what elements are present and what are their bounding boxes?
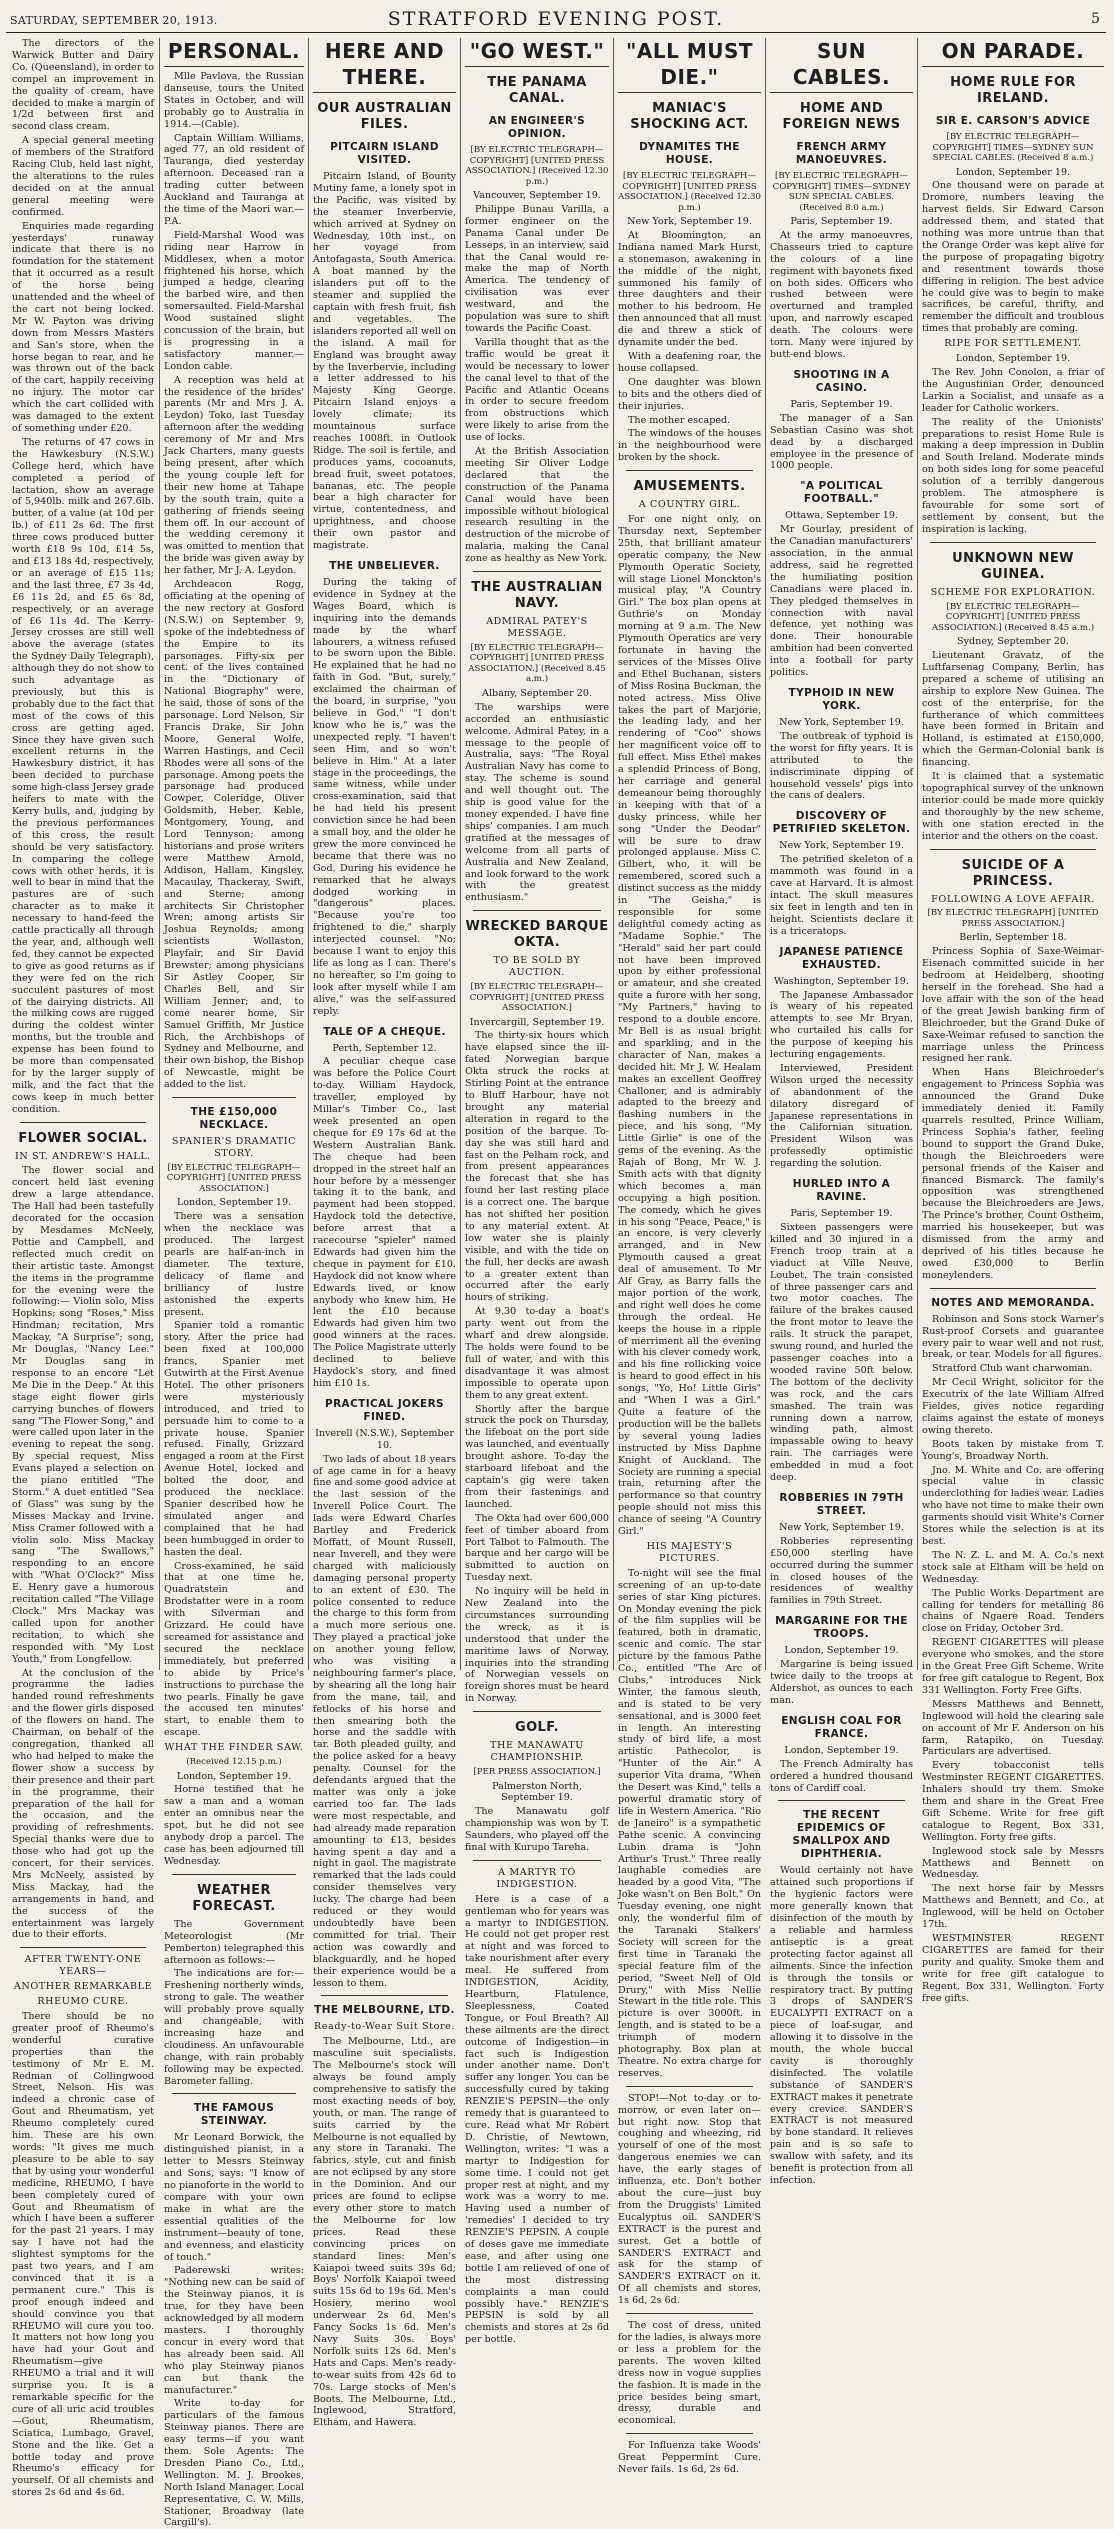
- headline-panama-canal: THE PANAMA CANAL.: [487, 75, 587, 106]
- subheadline: AN ENGINEER'S OPINION.: [488, 115, 586, 140]
- subheadline: IN ST. ANDREW'S HALL.: [15, 1150, 151, 1162]
- subheadline: FOLLOWING A LOVE AFFAIR.: [931, 893, 1095, 905]
- page-number: 5: [1091, 11, 1100, 27]
- news-paragraph: The manager of a San Sebastian Casino was shot dead by a discharged employee in the presence of 1000 people.: [770, 412, 913, 472]
- column-2: [160, 38, 308, 2529]
- news-paragraph: It is claimed that a systematic topographical survey of the unknown interior could be made more quickly and thoroughly by the new scheme, with one station erected in the interior and the others on the coast.: [922, 771, 1104, 842]
- news-paragraph: During the taking of evidence in Sydney at the Wages Board, which is inquiring into the demands made by the wharf labourers, a witness refused to be sworn upon the Bible. He explained that he had no faith in God. "But, surely," exclaimed the chairman of the board, in surprise, "you believe in God." "I don't know who he is," was the unexpected reply. "I haven't seen Him, and so won't believe in Him." At a later stage in the proceedings, the same witness, while under cross-examination, said that he had held his present conviction since he had been a small boy, and the older he grew the more convinced he became that there was no God. During his evidence he remarked that he always dodged working in "dangerous" places. "Because you're too frightened to die," sharply interjected counsel. "No; because I want to enjoy this life as long as I can. There's no hereafter, so I'm going to look after myself while I am alive," was the self-assured reply.: [313, 577, 456, 1017]
- section-rule: [930, 542, 1096, 543]
- wire-credit: [BY ELECTRIC TELEGRAPH—COPYRIGHT] [UNITED PRESS ASSOCIATION.] (Received 8.45 a.m.): [931, 601, 1095, 633]
- news-paragraph: Enquiries made regarding yesterdays' runaway indicate that there is no foundation for the statement that it occurred as a result of the horse being unattended and the wheel of the cart not being locked. Mr W. Payton was driving down from Messrs Masters and San's store, when the horse began to rear, and he was thrown out of the back of the cart, happily receiving no injury. The motor car which the cart collided with was damaged to the extent of something under £20.: [12, 220, 154, 434]
- headline-cheque: TALE OF A CHEQUE.: [323, 1025, 446, 1038]
- note-item: Every tobacconist tells Westminster REGENT CIGARETTES. Inhalers should try them. Smoke them and share in the Great Free Gift Scheme. Write for free gift catalogue to Regent, Box 331, Wellington. Forty free gifts.: [922, 1760, 1104, 1843]
- note-item: Inglewood stock sale by Messrs Matthews and Bennett on Wednesday.: [922, 1845, 1104, 1881]
- dateline: Vancouver, September 19.: [473, 190, 601, 201]
- dateline: Sydney, September 20.: [957, 636, 1069, 648]
- section-rule: [20, 1947, 146, 1948]
- section-rule: [473, 910, 601, 911]
- subheadline: SCHEME FOR EXPLORATION.: [930, 586, 1096, 598]
- dateline: Invercargill, September 19.: [469, 1016, 605, 1028]
- subheadline: Ready-to-Wear Suit Store.: [313, 2021, 456, 2033]
- news-paragraph: At Bloomington, an Indiana named Mark Hurst, a stonemason, awakening in the middle of the night, summoned his family of three daughters and their mother to his bedroom. He then announced that all must die and threw a stick of dynamite under the bed.: [618, 229, 762, 349]
- headline-australian-navy: THE AUSTRALIAN NAVY.: [471, 580, 603, 612]
- note-item: The Public Works Department are calling for tenders for metalling 86 chains of Ngaere Road. Tenders close on Friday, October 3rd.: [922, 1587, 1104, 1635]
- section-rule: [473, 1860, 601, 1861]
- section-rule: [20, 1122, 146, 1123]
- section-rule: [930, 849, 1096, 850]
- note-item: WESTMINSTER REGENT CIGARETTES are famed for their purity and quality. Smoke them and write for free gift catalogue to Regent, Box 331, Wellington. Forty free gifts.: [922, 1933, 1104, 2004]
- subheadline: DYNAMITES THE HOUSE.: [639, 141, 740, 166]
- news-paragraph: The flower social and concert held last evening drew a large attendance. The Hall had been tastefully decorated for the occasion by Mesdames McNeely, Pottie and Campbell, and reflected much credit on their artistic taste. Amongst the items in the programme for the evening were the following:— Violin solo, Miss Hopkins; song "Roses," Miss Hindman; recitation, Mrs Mackay, "A Surprise"; song, Mr Douglas, "Nancy Lee." Mr Douglas sang in response to an encore "Let Me Die in the Deep." At this stage eight flower girls carrying bunches of flowers sang "The Flower Song," and were called upon later in the evening to repeat the song. By special request, Miss Evans played a selection on the piano entitled "The Storm." A duet entitled "Sea of Glass" was sung by the Misses Mackay and Irvine. Miss Cramer followed with a violin solo. Miss Mackay sang "The Swallows," responding to an encore with "What O'Clock?" Miss E. Henry gave a humorous recitation called "The Village Clock." Mrs Mackay was called upon for another recitation, to which she responded with "My Lost Youth," from Longfellow.: [12, 1165, 154, 1665]
- column-3: [309, 38, 460, 2429]
- news-paragraph: A special general meeting of members of the Stratford Racing Club, held last night, the alterations to the rules decided on at the annual general meeting were confirmed.: [12, 135, 154, 218]
- news-paragraph: Field-Marshal Wood was riding near Harrow in Middlesex, when a motor frightened his horse, which jumped a hedge, clearing the barbed wire, and then somersaulted. Field-Marshal Wood sustained slight concussion of the brain, but is progressing in a satisfactory manner.—London cable.: [164, 229, 304, 372]
- note-item: Messrs Matthews and Bennett, Inglewood will hold the clearing sale on account of Mr F. Anderson on his farm, Ratapiko, on Tuesday. Particulars are advertised.: [922, 1698, 1104, 1758]
- news-paragraph: The Rev. John Conolon, a friar of the Augustinian Order, denounced Larkin a Socialist, and unsafe as a leader for Catholic workers.: [922, 367, 1104, 414]
- column-7: [918, 38, 1108, 2004]
- headline-robberies: ROBBERIES IN 79TH STREET.: [779, 1491, 904, 1517]
- note-item: REGENT CIGARETTES will please everyone who smokes, and the store in the Great Free Gift Scheme. Write for free gift catalogue to Regent, Box 331 Wellington. Forty Free Gifts.: [922, 1637, 1104, 1696]
- news-paragraph: At the conclusion of the programme the ladies handed round refreshments and the flower girls disposed of the flowers on hand. The Chairman, on behalf of the congregation, thanked all who had helped to make the flower show a success by their presence and their part in the programme, their preparation of the hall for the occasion, and the providing of refreshments. Special thanks were due to those who had got up the concert, for their services. Mrs McNeely, assisted by Miss Mackay, had the arrangements in hand, and the success of the entertainment was largely due to their efforts.: [12, 1667, 154, 1941]
- section-rule: [626, 2433, 753, 2434]
- advert-text: Mr Leonard Borwick, the distinguished pianist, in a letter to Messrs Steinway and Sons, says: "I know of no pianoforte in the world to compare with your own make in what are the essential qualities of the instrument—beauty of tone, and evenness, and elasticity of touch.": [164, 2132, 304, 2263]
- news-paragraph: For one night only, on Thursday next, September 25th, that brilliant amateur operatic company, the New Plymouth Operatic Society, will stage Lionel Monckton's musical play, "A Country Girl." The box plan opens at Guthrie's on Monday morning at 9 a.m. The New Plymouth Operatics are very fortunate in having the services of the Misses Olive and Ethel Buchanan, sisters of Miss Rosina Buckman, the noted actress. Miss Olive takes the part of Marjorie, the leading lady, and her rendering of "Coo" shows her magnificent voice off to full effect. Miss Ethel makes a splendid Princess of Bong, her carriage and general demeanour being thoroughly in keeping with that of a dusky princess, while her song "Under the Deodar" will be sure to draw prolonged applause. Miss C. Gilbert, who, it will be remembered, scored such a distinct success as the middy in "The Geisha," is responsible for some delightful comedy acting as "Madame Sophie." The "Herald" said her part could not have been improved upon by either professional or amateur, and she created quite a furore with her song, "My Partners," having to respond to a double encore. Mr Bell is as usual bright and sparkling, and in the character of Nan, makes a decided hit. Mr J. W. Healam makes an excellent Geoffrey Challoner, and is admirably adapted to the breezy and flashing numbers in the piece, and his song, "My Little Girlie" is one of the gems of the evening. As the Rajah of Bong, Mr W. J. Smith acts with that dignity which becomes a man occupying a high position. The comedy, which he gives in his song "Peace, Peace," is an encore, is very cleverly arranged, and in New Plymouth caused a great deal of amusement. To Mr Alf Gray, as Barry falls the major portion of the work, and right well does he come through the ordeal. He keeps the house in a ripple of merriment all the evening with his clever comedy work, and his fine rollicking voice is heard to good effect in his songs, "Yo, Ho! Little Girls" and "When I was a Girl." Quite a feature of the production will be the ballets by several young ladies instructed by Miss Daphne Knight of Auckland. The Society are running a special train, returning after the performance so that country people should not miss this chance of seeing "A Country Girl.": [618, 514, 761, 1538]
- news-paragraph: One daughter was blown to bits and the others died of their injuries.: [618, 376, 761, 412]
- wire-credit: (Received 12.15 p.m.): [186, 1757, 282, 1768]
- news-paragraph: The mother escaped.: [628, 414, 731, 426]
- dateline: London, September 19.: [955, 353, 1071, 365]
- dateline: New York, September 19.: [779, 1521, 904, 1533]
- headline-barque-okta: WRECKED BARQUE OKTA.: [465, 919, 609, 951]
- headline-amusements: AMUSEMENTS.: [633, 479, 746, 495]
- news-paragraph: The windows of the houses in the neighbourhood were broken by the shock.: [618, 428, 761, 464]
- wire-credit: [BY ELECTRIC TELEGRAPH—COPYRIGHT] [UNITED PRESS ASSOCIATION.] (Received 12.30 p.m.): [465, 145, 609, 187]
- subheadline: SIR E. CARSON'S ADVICE: [935, 115, 1091, 127]
- dateline: Paris, September 19.: [790, 216, 893, 227]
- advert-headline: THE RECENT EPIDEMICS OF SMALLPOX AND DIPHTHERIA.: [792, 1809, 891, 1861]
- note-item: Boots taken by mistake from T. Young's, Broadway North.: [922, 1438, 1104, 1462]
- news-paragraph: Archdeacon Rogg, officiating at the opening of the new rectory at Gosford (N.S.W.) on September 9, spoke of the indebtedness of the Empire to its parsonages. Fifty-six per cent. of the lives contained in the "Dictionary of National Biography" were, he said, those of sons of the parsonage. Lord Nelson, Sir Francis Drake, Sir John Moore, General Wolfe, Warren Hastings, and Cecil Rhodes were all sons of the parsonage. Among poets the parsonage had produced Cowper, Coleridge, Oliver Goldsmith, Heber, Keble, Montgomery, Young, and Lord Tennyson; among historians and prose writers were Matthew Arnold, Addison, Hallam, Kingsley, Macaulay, Thackeray, Swift, and Sterne; among architects Sir Christopher Wren; among artists Sir Joshua Reynolds; among scientists Wollaston, Playfair, and Sir David Brewster; among physicians Sir Astley Cooper, Sir Charles Bell, and Sir William Jenner; and, to come nearer home, Sir Samuel Griffith, Mr Justice Rich, the Archbishops of Sydney and Melbourne, and their own bishop, the Bishop of Newcastle, might be added to the list.: [164, 579, 304, 1091]
- section-rule: [778, 1800, 905, 1801]
- news-paragraph: At the British Association meeting Sir Oliver Lodge declared that the construction of the Panama Canal would have been impossible without biological research resulting in the destruction of the microbe of malaria, making the Canal zone as healthy as New York.: [465, 446, 609, 565]
- section-rule: [473, 1711, 601, 1712]
- news-paragraph: Interviewed, President Wilson urged the necessity of abandonment of the dilatory disregard of Japanese representations in the Californian situation. President Wilson was professedly optimistic regarding the solution.: [770, 1062, 913, 1170]
- note-item: Stratford Club want charwoman.: [932, 1363, 1093, 1375]
- column-6: [766, 38, 917, 2186]
- section-title-personal: PERSONAL.: [164, 38, 304, 67]
- headline-army: FRENCH ARMY MANOEUVRES.: [795, 141, 888, 166]
- news-paragraph: Spanier told a romantic story. After the price had been fixed at 100,000 francs, Spanier met Gutwirth at the First Avenue Hotel. The other prisoners were mysteriously introduced, and tried to persuade him to come to a private house. Spanier refused. Finally, Grizzard engaged a room at the First Avenue Hotel, locked and bolted the door, and produced the necklace. Spanier described how he simulated anger and complained that he had been humbugged in order to hasten the deal.: [164, 1320, 304, 1558]
- section-rule: [172, 1874, 296, 1875]
- note-item: Robinson and Sons stock Warner's Rust-proof Corsets and guarantee every pair to wear well and not rust, break, or tear. Models for all figures.: [922, 1313, 1104, 1361]
- dateline: Ottawa, September 19.: [784, 510, 899, 522]
- section-rule: [321, 1995, 448, 1996]
- news-paragraph: The directors of the Warwick Butter and Dairy Co. (Queensland), in order to compel an improvement in the quality of cream, have decided to make a margin of 1/2d between first and second class cream.: [12, 38, 154, 133]
- section-title-on-parade: ON PARADE.: [922, 38, 1104, 67]
- headline-home-rule: HOME RULE FOR IRELAND.: [950, 75, 1076, 106]
- dateline: London, September 19.: [784, 1744, 899, 1756]
- headline-princess: SUICIDE OF A PRINCESS.: [961, 857, 1065, 889]
- dateline: Paris, September 19.: [790, 1208, 893, 1220]
- dateline: Inverell (N.S.W.), September 10.: [315, 1427, 454, 1451]
- headline-pitcairn: PITCAIRN ISLAND VISITED.: [330, 141, 439, 166]
- note-item: The N. Z. L. and M. A. Co.'s next stock sale at Eltham will be held on Wednesday.: [922, 1549, 1104, 1585]
- advert-headline: A MARTYR TO INDIGESTION.: [496, 1866, 578, 1890]
- subheadline: WHAT THE FINDER SAW.: [164, 1742, 304, 1754]
- headline-home-foreign: HOME AND FOREIGN NEWS: [782, 101, 901, 132]
- news-paragraph: Captain William Williams, aged 77, an old resident of Tauranga, died yesterday afternoon. Deceased ran a trading cutter between Auckland and Tauranga at the time of the Maori war.—P.A.: [164, 132, 304, 227]
- news-paragraph: The Manawatu golf championship was won by T. Saunders, who played off the final with Kurupo Tareha.: [465, 1806, 609, 1854]
- wire-credit: [BY ELECTRIC TELEGRAPH—COPYRIGHT] [UNITED PRESS ASSOCIATION.]: [469, 982, 605, 1014]
- advert-text: Would certainly not have attained such proportions if the hygienic factors were more generally known that disinfection of the mouth by a reliable and harmless antiseptic is a great protecting factor against all ailments. Since the infection is through the tonsils or respiratory tract. By putting 3 drops of SANDER'S EUCALYPTI EXTRACT on a piece of loaf-sugar, and allowing it to dissolve in the mouth, the whole buccal cavity is thoroughly disinfected. The volatile substance of SANDER'S EXTRACT makes it penetrate every crevice. SANDER'S EXTRACT is not measured by bone standard. It relieves pain and is so safe to swallow with safety, and its benefit is protection from all infection.: [770, 1865, 913, 2186]
- news-paragraph: The outbreak of typhoid is the worst for fifty years. It is attributed to the indiscriminate dipping of household vessels' pigs into the cans of dealers.: [770, 730, 913, 802]
- headline-new-guinea: UNKNOWN NEW GUINEA.: [952, 550, 1074, 582]
- advert-headline: AFTER TWENTY-ONE YEARS—: [24, 1954, 142, 1978]
- news-paragraph: Shortly after the barque struck the pock on Thursday, the lifeboat on the port side was launched, and eventually brought ashore. To-day the starboard lifeboat and the captain's gig were taken from their fastenings and launched.: [465, 1403, 609, 1510]
- advert-text: There should be no greater proof of Rheumo's wonderful curative properties than the testimony of Mr E. M. Redman of Collingwood Street, Nelson. His was indeed a chronic case of Gout and Rheumatism, yet Rheumo completely cured him. These are his own words: "It gives me much pleasure to be able to say that by using your wonderful medicine, RHEUMO, I have been completely cured of Gout and Rheumatism of which I have been a sufferer for the past 21 years. I may say I have not had the slightest symptoms for the past two years, and I am convinced that it is a permanent cure." This is proof enough indeed and should convince you that RHEUMO will cure you too. It matters not how long you have had your Gout and Rheumatism—give RHEUMO a trial and it will surprise you. It is a remarkable specific for the cure of all uric acid troubles—Gout, Rheumatism, Sciatica, Lumbago, Gravel, Stone and the like. Get a bottle today and prove Rheumo's efficacy for yourself. Of all chemists and stores 2s 6d and 4s 6d.: [12, 2011, 154, 2499]
- news-paragraph: The reality of the Unionists' preparations to resist Home Rule is making a deep impression in Dublin and South Ireland. Moderate minds on both sides long for some peaceful solution of a terribly dangerous problem. The atmosphere is favourable for some sort of settlement by consent, but the inspiration is lacking.: [922, 416, 1104, 535]
- news-paragraph: Philippe Bunau Varilla, a former engineer on the Panama Canal under De Lesseps, in an interview, said that the Canal would re-make the map of North America. The tendency of civilisation was ever westward, and the population was sure to shift towards the Pacific Coast.: [465, 203, 609, 334]
- section-rule: [172, 2093, 296, 2094]
- news-paragraph: Mlle Pavlova, the Russian danseuse, tours the United States in October, and will probably go to Australia in 1914.—(Cable).: [164, 71, 304, 130]
- note-item: The next horse fair by Messrs Matthews and Bennett, and Co., at Inglewood, will be held on October 17th.: [922, 1883, 1104, 1931]
- dateline: London, September 19.: [784, 1645, 899, 1657]
- news-paragraph: The petrified skeleton of a mammoth was found in a cave at Harvard. It is almost intact. The skull measures six feet in length and ten in height. Scientists declare it is a triceratops.: [770, 854, 913, 937]
- section-rule: [626, 2313, 753, 2314]
- headline-patience: JAPANESE PATIENCE EXHAUSTED.: [779, 945, 904, 971]
- dateline: New York, September 19.: [779, 840, 904, 852]
- headline-football: "A POLITICAL FOOTBALL.": [800, 480, 883, 506]
- wire-credit: [BY ELECTRIC TELEGRAPH—COPYRIGHT] [UNITED PRESS ASSOCIATION.]: [166, 1162, 302, 1194]
- dateline: New York, September 19.: [779, 717, 904, 728]
- news-paragraph: Princess Sophia of Saxe-Weimar-Eisenach committed suicide in her bedroom at Heidelberg, shooting herself in the forehead. She had a love affair with the son of the head of the great Jewish banking firm of Bleichroeder, but the Grand Duke of Saxe-Weimar refused to sanction the marriage unless the Princess resigned her rank.: [922, 946, 1104, 1065]
- dateline: Perth, September 12.: [332, 1042, 437, 1054]
- wire-credit: [BY ELECTRIC TELEGRAPH] [UNITED PRESS ASSOCIATION.]: [927, 908, 1099, 929]
- dateline: London, September 19.: [176, 1197, 292, 1209]
- section-title-all-must-die: "ALL MUST DIE.": [618, 38, 761, 93]
- headline-casino: SHOOTING IN A CASINO.: [793, 368, 890, 394]
- news-paragraph: To-night will see the final screening of an up-to-date series of star King pictures. On Monday evening the pick of the film supplies will be featured, both in dramatic, scenic and comic. The star picture by the famous Pathe Co., entitled "The Arc of Clubs," introduces Nick Winter, the famous sleuth, and is stated to be very sensational, and is 3000 feet in length. An interesting study of bird life, a most artistic Pathecolor, is "Hunter of the Air." A superior Vita drama, "When the Desert was Kind," tells a powerful dramatic story of life in Western America. "Rio de Janeiro" is a sympathetic Pathe scenic. A convincing Lubin drama is "John Arthur's Trust." Three really laughable comedies are headed by a good Vita, "The Joke wasn't on Ben Bolt." On Tuesday evening, one night only, the wonderful film of the Taranaki Stalkers' Society will screen for the first time in Taranaki the special feature film of the period, "Sweet Nell of Old Drury," with Miss Nellie Stewart in the title role. This picture is over 3000ft. in length, and is stated to be a triumph of modern photography. Box plan at Theatre. No extra charge for reserves.: [618, 1567, 761, 2079]
- section-title-here-and-there: HERE AND THERE.: [313, 38, 456, 93]
- advert-text: The cost of dress, united for the ladies, is always more or less a problem for the parents. The woven kilted dress now in vogue supplies the fashion. It is made in the price besides being smart, dressy, durable and economical.: [618, 2320, 761, 2427]
- dateline: London, September 19.: [176, 1770, 292, 1782]
- news-paragraph: No inquiry will be held in New Zealand into the circumstances surrounding the wreck, as it is understood that under the maritime laws of Norway, inquiries into the stranding of Norwegian vessels on foreign shores must be heard in Norway.: [465, 1586, 609, 1705]
- advert-text: Here is a case of a gentleman who for years was a martyr to INDIGESTION. He could not get proper rest at night and was forced to take nourishment after every meal. He suffered from INDIGESTION, Acidity, Heartburn, Flatulence, Sleeplessness, Coated Tongue, or Foul Breath? All these ailments are the direct outcome of Indigestion—in fact such is Indigestion under another name. Don't suffer any longer. You can be successfully cured by taking RENZIE'S PEPSIN—the only remedy that is guaranteed to cure. Read what Mr Robert D. Christie, of Newtown, Wellington, writes: "I was a martyr to Indigestion for some time. I could not get proper rest at night, and my work was a worry to me. Having used a number of 'remedies' I decided to try RENZIE'S PEPSIN. A couple of doses gave me immediate ease, and after using one bottle I am relieved of one of the most distressing complaints a man could possibly have." RENZIE'S PEPSIN is sold by all chemists and stores at 2s 6d per bottle.: [465, 1893, 609, 2346]
- news-paragraph: At the army manoeuvres, Chasseurs tried to capture the colours of a line regiment with bayonets fixed on both sides. Officers who rushed between were overturned and trampled upon, and narrowly escaped death. The colours were torn. Many were injured by butt-end blows.: [770, 229, 913, 360]
- news-paragraph: The Japanese Ambassador is weary of his repeated attempts to see Mr Bryan, who curtailed his calls for the purpose of keeping his lecturing engagements.: [770, 989, 913, 1061]
- news-paragraph: Lieutenant Gravatz, of the Luftfarsenag Company, Berlin, has prepared a scheme of utilising an airship to explore New Guinea. The cost of the enterprise, for the furtherance of which committees have been formed in Britain and Holland, is estimated at £150,000, which the German-Colonial bank is financing.: [922, 650, 1104, 769]
- news-paragraph: Margarine is being issued twice daily to the troops at Aldershot, as ounces to each man.: [770, 1659, 913, 1706]
- headline-notes: NOTES AND MEMORANDA.: [931, 1296, 1095, 1309]
- dateline: Albany, September 20.: [481, 687, 592, 699]
- dateline: New York, September 19.: [627, 216, 752, 227]
- headline-steinway: THE FAMOUS STEINWAY.: [193, 2102, 275, 2128]
- news-paragraph: The Government Meteorologist (Mr Pemberton) telegraphed this afternoon as follows:—: [164, 1918, 304, 1966]
- subheadline: RIPE FOR SETTLEMENT.: [944, 338, 1082, 350]
- subheadline: HIS MAJESTY'S PICTURES.: [646, 1540, 733, 1564]
- advert-text: The Melbourne, Ltd., are masculine suit specialists. The Melbourne's stock will always be found amply comprehensive to satisfy the most exacting needs of boy, youth, or man. The range of suits carried by the Melbourne is not equalled by any store in Taranaki. The fabrics, style, cut and finish are not eclipsed by any store in the Dominion. And our prices are found to eclipse every other store to match the Melbourne for low prices. Read these convincing prices on standard lines: Men's Kaiapoi tweed suits 39s 6d; Boys' Norfolk Kaiapoi tweed suits 15s 6d to 19s 6d. Men's Hosiery, merino wool underwear 2s 6d. Men's Fancy Socks 1s 6d. Men's Navy Suits 30s. Boys' Norfolk suits 12s 6d. Men's Hats and Caps. Men's ready-to-wear suits from 42s 6d to 70s. Large stocks of Men's Boots. The Melbourne, Ltd., Inglewood, Stratford, Eltham, and Hawera.: [313, 2036, 456, 2429]
- headline-weather: WEATHER FORECAST.: [192, 1882, 276, 1914]
- headline-typhoid: TYPHOID IN NEW YORK.: [788, 687, 895, 712]
- newspaper-title: STRATFORD EVENING POST.: [387, 8, 725, 30]
- masthead: [6, 6, 1106, 33]
- news-paragraph: The warships were accorded an enthusiastic welcome. Admiral Patey, in a message to the people of Australia, says: "The Royal Australian Navy has come to stay. The scheme is sound and well thought out. The ship is good value for the money expended. I have fine ships' companies. I am much gratified at the messages of welcome from all parts of Australia and New Zealand, and look forward to the work with the greatest enthusiasm.": [465, 701, 609, 904]
- advert-text: Write to-day for particulars of the famous Steinway pianos. There are easy terms—if you want them. Sole Agents: The Dresden Piano Co., Ltd., Wellington. M. J. Brookes, North Island Manager. Local Representative, C. W. Mills, Stationer, Broadway (late Cargill's).: [164, 2398, 304, 2529]
- section-rule: [473, 571, 601, 572]
- news-paragraph: A peculiar cheque case was before the Police Court to-day. William Haydock, traveller, employed by Millar's Timber Co., last week presented an open cheque for £9 17s 6d at the Western Australian Bank. The cheque had been dropped in the street half an hour before by a messenger taking it to the bank, and payment had been stopped. Haydock told the detective, before arrest that a racecourse "spieler" named Edwards had given him the cheque in payment for £10. Haydock did not know where Edwards lived, or know anybody who knew him. He lent the £10 because Edwards had given him two good winners at the races. The Police Magistrate utterly declined to believe Haydock's story, and fined him £10 1s.: [313, 1056, 456, 1389]
- headline-jokers: PRACTICAL JOKERS FINED.: [324, 1397, 445, 1423]
- news-paragraph: Robberies representing £50,000 sterling have occurred during the summer in closed houses of the residences of wealthy families in 79th Street.: [770, 1535, 913, 1607]
- subheadline: TO BE SOLD BY AUCTION.: [493, 955, 581, 979]
- headline-ravine: HURLED INTO A RAVINE.: [792, 1178, 891, 1204]
- news-paragraph: One thousand were on parade at Dromore, numbers leaving the harvest fields. Sir Edward Carson addressed them, and stated that nothing was more untrue than that the Orange Order was kept alive for the purpose of propagating bigotry and resentment towards those differing in religion. The best advice he could give was to begin to make sacrifices, be careful, thrifty, and remember the difficult and troublous times that probably are coming.: [922, 180, 1104, 335]
- news-paragraph: Sixteen passengers were killed and 30 injured in a French troop train at a viaduct at Ville Neuve, Loubet. The train consisted of three passenger cars and two motor coaches. The failure of the brakes caused the front motor to leave the rails. It struck the parapet, swung round, and hurled the passenger coaches into a wooded ravine 50ft below. The bottom of the declivity was rock, and the cars smashed. The train was running down a narrow, winding path, almost impassable owing to heavy rain. The carriages were embedded in mud a foot deep.: [770, 1222, 913, 1484]
- news-paragraph: The thirty-six hours which have elapsed since the ill-fated Norwegian barque Okta struck the rocks at Stirling Point at the entrance to Bluff Harbour, have not brought any material alteration in regard to the position of the barque. To-day she was still hard and fast on the Pelham rock, and from present appearances the forecast that she has found her last resting place is a correct one. The barque has not shifted her position to any material extent. At low water she is plainly visible, and with the tide on the full, her decks are awash to a greater extent than occurred after the early hours of striking.: [465, 1030, 609, 1304]
- headline-maniac: MANIAC'S SHOCKING ACT.: [630, 101, 749, 132]
- dateline: London, September 19.: [955, 166, 1071, 178]
- section-title-sun-cables: SUN CABLES.: [770, 38, 913, 93]
- headline-flower-social: FLOWER SOCIAL.: [18, 1130, 148, 1146]
- subheadline: SPANIER'S DRAMATIC STORY.: [171, 1136, 297, 1159]
- headline-unbeliever: THE UNBELIEVER.: [329, 560, 440, 572]
- headline-coal: ENGLISH COAL FOR FRANCE.: [781, 1714, 902, 1740]
- news-paragraph: Cross-examined, he said that at one time he, Quadratstein and Brodstatter were in a room with Silverman and Grizzard. He could have screamed for assistance and secured the necklace immediately, but preferred to abide by Price's instructions to purchase the two pearls. Finally he gave the accused ten minutes' start, to enable them to escape.: [164, 1560, 304, 1739]
- subheadline: THE MANAWATU CHAMPIONSHIP.: [490, 1740, 584, 1764]
- news-paragraph: The French Admiralty has ordered a hundred thousand tons of Cardiff coal.: [770, 1758, 913, 1794]
- news-paragraph: There was a sensation when the necklace was produced. The largest pearls are half-an-inch in diameter. The texture, delicacy of flame and brilliancy of lustre astonished the experts present.: [164, 1211, 304, 1318]
- column-5: [614, 38, 765, 2476]
- section-title-go-west: "GO WEST.": [465, 38, 609, 67]
- subheadline: A COUNTRY GIRL.: [638, 499, 741, 511]
- note-item: Mr Cecil Wright, solicitor for the Executrix of the late William Alfred Fieldes, gives notice regarding claims against the estate of moneys owing thereto.: [922, 1377, 1104, 1436]
- subheadline: ADMIRAL PATEY'S MESSAGE.: [486, 616, 588, 639]
- news-paragraph: At 9.30 to-day a boat's party went out from the wharf and drew alongside. The holds were found to be full of water, and with this disadvantage it was almost impossible to operate upon them to any great extent.: [465, 1306, 609, 1401]
- news-paragraph: Horne testified that he saw a man and a woman enter an omnibus near the spot, but he did not see anybody drop a parcel. The case has been adjourned till Wednesday.: [164, 1784, 304, 1867]
- advert-headline: ANOTHER REMARKABLE: [13, 1981, 153, 1993]
- dateline: Palmerston North, September 19.: [492, 1780, 582, 1804]
- news-paragraph: The indications are for:—Freshening northerly winds, strong to gale. The weather will probably prove squally and changeable, with increasing haze and cloudiness. An unfavourable change, with rain probably following may be expected. Barometer falling.: [164, 1968, 304, 2087]
- headline-melbourne: THE MELBOURNE, LTD.: [314, 2004, 455, 2017]
- news-paragraph: With a deafening roar, the house collapsed.: [618, 350, 761, 374]
- wire-credit: [PER PRESS ASSOCIATION.]: [473, 1767, 601, 1777]
- headline-golf: GOLF.: [515, 1720, 559, 1736]
- news-paragraph: When Hans Bleichroeder's engagement to Princess Sophia was announced the Grand Duke immediately denied it. Family quarrels resulted, Prince William, Princess Sophia's father, feeling bound to support the Grand Duke, though the Bleichroeders were personal friends of the Kaiser and financed Bismarck. The family's opposition was strengthened because the Bleichroeders are Jews. The Prince's brother, Count Ostheim, married his housekeeper, but was dismissed from the army and deprived of his titles because he owed £30,000 to Berlin moneylenders.: [922, 1067, 1104, 1281]
- column-4: [461, 38, 613, 2346]
- section-rule: [172, 1097, 296, 1098]
- headline-margarine: MARGARINE FOR THE TROOPS.: [775, 1615, 908, 1641]
- headline-necklace: THE £150,000 NECKLACE.: [190, 1106, 278, 1132]
- wire-credit: [BY ELECTRIC TELEGRAPH—COPYRIGHT] TIMES—SYDNEY SUN SPECIAL CABLES. (Received 8 a.m.): [932, 132, 1094, 163]
- advert-text: Paderewski writes: "Nothing new can be said of the Steinway pianos, it is true, for they have been acknowledged by all modern masters. I thoroughly concur in every word that has already been said. All who play Steinway pianos can but thank the manufacturer.": [164, 2265, 304, 2396]
- wire-credit: [BY ELECTRIC TELEGRAPH—COPYRIGHT] [UNITED PRESS ASSOCIATION.] (Received 8.45 a.m.): [468, 642, 606, 685]
- advert-headline: RHEUMO CURE.: [37, 1996, 129, 2008]
- news-paragraph: A reception was held at the residence of the brides' parents (Mr and Mrs J. A. Leydon) Toko, last Tuesday afternoon after the wedding ceremony of Mr and Mrs Jack Charters, many guests being present, after which the young couple left for their new home at Tahape by the south train, quite a gathering of friends seeing them off. In our account of the wedding ceremony it was omitted to mention that the bride was given away by her father, Mr J. A. Leydon.: [164, 374, 304, 577]
- dateline: Washington, September 19.: [774, 975, 909, 987]
- issue-date: SATURDAY, SEPTEMBER 20, 1913.: [10, 14, 218, 27]
- dateline: Paris, September 19.: [790, 398, 893, 410]
- column-1: [8, 38, 158, 2499]
- section-rule: [626, 470, 753, 471]
- advert-text: For Influenza take Woods' Great Peppermint Cure. Never fails. 1s 6d, 2s 6d.: [618, 2440, 761, 2476]
- news-paragraph: The Okta had over 600,000 feet of timber aboard from Port Talbot to Falmouth. The barque and her cargo will be submitted to auction on Tuesday next.: [465, 1512, 609, 1584]
- news-paragraph: Pitcairn Island, of Bounty Mutiny fame, a lonely spot in the Pacific, was visited by the steamer Inverbervie, which arrived at Sydney on Wednesday, 10th inst., on her voyage from Antofagasta, South America. A boat manned by the islanders put off to the steamer and supplied the captain with fresh fruit, fish and vegetables. The islanders reported all well on the island. A mail for England was brought away by the Inverbervie, including a letter addressed to his Majesty King George. Pitcairn Island enjoys a lovely climate; its mountainous surface reaches 1008ft. in Outlook Ridge. The soil is fertile, and produces yams, cocoanuts, bread fruit, sweet potatoes, bananas, etc. The people bear a high character for virtue, contentedness, and uprightness, and choose their own pastor and magistrate.: [313, 171, 456, 552]
- wire-credit: [BY ELECTRIC TELEGRAPH—COPYRIGHT] [UNITED PRESS ASSOCIATION.] (Received 12.30 p.m.): [618, 171, 761, 213]
- wire-credit: [BY ELECTRIC TELEGRAPH—COPYRIGHT] TIMES—SYDNEY SUN SPECIAL CABLES. (Received 8.0 a.m.): [772, 171, 911, 213]
- note-item: Jno. M. White and Co. are offering special value in classic underclothing for ladies wear. Ladies who have not time to make their own garments should visit White's Corner Stores while the selection is at its best.: [922, 1464, 1104, 1547]
- news-paragraph: Mr Gourlay, president of the Canadian manufacturers' association, in the annual address, said he regretted the humiliating position Canadians were placed in. They pledged themselves in connection with naval defence, yet nothing was done. Their honourable ambition had been converted into a football for party politics.: [770, 524, 913, 679]
- headline-australian-files: OUR AUSTRALIAN FILES.: [317, 101, 452, 132]
- headline-skeleton: DISCOVERY OF PETRIFIED SKELETON.: [772, 810, 911, 836]
- section-rule: [930, 1288, 1096, 1289]
- news-paragraph: Two lads of about 18 years of age came in for a heavy fine and some good advice at the last session of the Inverell Police Court. The lads were Edward Charles Bartley and Frederick Moffatt, of Mount Russell, near Inverell, and they were charged with maliciously damaging personal property to an extent of £30. The police consented to reduce the charge to this form from a much more serious one. They played a practical joke on another young fellow, who was visiting a neighbouring farmer's place, by shearing all the long hair from the mane, tail, and fetlocks of his horse and then smearing both the horse and the saddle with tar. Both pleaded guilty, and the police asked for a heavy penalty. Counsel for the defendants argued that the matter was only a joke carried too far. The lads were most respectable, and had already made reparation amounting to £13, besides having spent a day and a night in gaol. The magistrate remarked that the lads could consider themselves very lucky. The charge had been reduced or they would undoubtedly have been committed for trial. Their action was cowardly and blackguardly, and he hoped their experience would be a lesson to them.: [313, 1453, 456, 1989]
- news-paragraph: The returns of 47 cows in the Hawkesbury (N.S.W.) College herd, which have completed a period of lactation, show an average of 5,940lb. milk and 267.6lb. butter, of a value (at 10d per lb.) of £11 2s 6d. The first three cows produced butter worth £18 9s 10d, £14 5s, and £13 18s 4d, respectively, or an average of £15 11s; and the last three, £7 3s 4d, £6 11s 2d, and £5 6s 8d, respectively, or an average of £6 11s 4d. The Kerry-Jersey crosses are still well above the average (states the Sydney Daily Telegraph), although they do not show to such advantage as previously, but this is probably due to the fact that most of the cows of this cross are getting aged. Since they have given such excellent returns in the Hawkesbury district, it has been decided to purchase some high-class Jersey grade heifers to mate with the Kerry bulls, and, judging by the previous performances of this cross, the result should be very satisfactory. In comparing the college cows with other herds, it is well to bear in mind that the pastures are of such character as to make it necessary to hand-feed the cattle practically all through the year, and, although well fed, they cannot be expected to give as good returns as if they were fed on the rich succulent pastures of most of the dairying districts. All the milking cows are rugged during the coldest winter months, but the trouble and expense has been found to be more than compensated for by the larger supply of milk, and the fact that the cows keep in much better condition.: [12, 436, 154, 1115]
- news-paragraph: Varilla thought that as the traffic would be great it would be necessary to lower the canal level to that of the Pacific and Atlantic Oceans in order to secure freedom from obstructions which were likely to arise from the use of locks.: [465, 336, 609, 444]
- dateline: Berlin, September 18.: [959, 932, 1067, 944]
- advert-text: STOP!—Not to-day or to-morrow, or even later on—but right now. Stop that coughing and wheezing, rid yourself of one of the most dangerous enemies we can have, the early stages of influenza, etc. Don't bother about the cure—just buy from the Druggists' Limited Eucalyptus oil. SANDER'S EXTRACT is the purest and surest. Get a bottle of SANDER'S EXTRACT and ask for the stamp of SANDER'S EXTRACT on it. Of all chemists and stores, 1s 6d, 2s 6d.: [618, 2092, 761, 2307]
- section-rule: [626, 2086, 753, 2087]
